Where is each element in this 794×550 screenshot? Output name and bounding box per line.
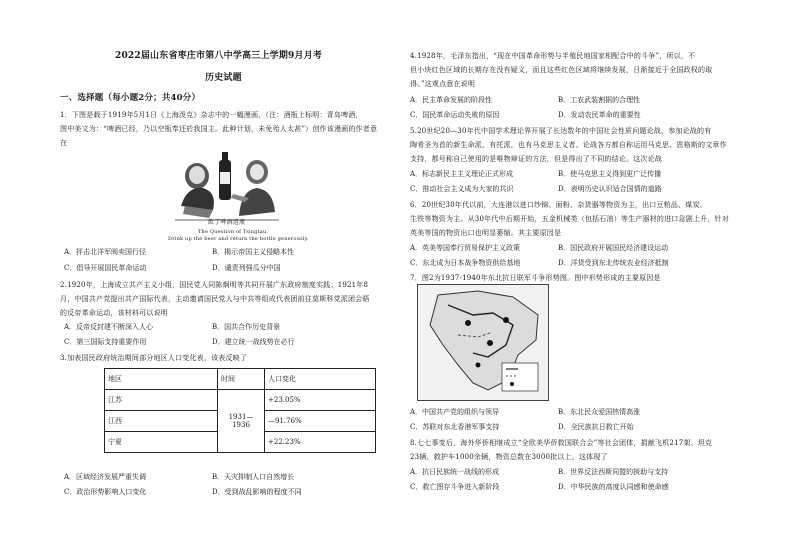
- q2-option-b[interactable]: B．国共合作历史背景: [212, 323, 281, 331]
- q8-option-c[interactable]: C．救亡图存斗争进入新阶段: [410, 483, 500, 491]
- q5-option-d[interactable]: D．表明历史认识适合国情的道路: [558, 185, 662, 193]
- q6-option-b[interactable]: B．国民政府开展国民经济建设运动: [558, 244, 669, 252]
- q6-line-1: 6．20世纪30年代以前，大连港以进口纱锦、面粉、杂货器等物资为主，出口豆粕品、煤炭、: [410, 201, 707, 209]
- q3-option-d[interactable]: D．受到战乱影响的程度不同: [212, 488, 302, 496]
- q1-option-a[interactable]: A．抨击北洋军阀卖国行径: [64, 248, 147, 256]
- q8-line-1: 8.七七事变后，海外华侨相继成立“全欧美华侨救国联合会”等社会团体，捐献飞机217架、坦克: [410, 439, 713, 447]
- q4-option-c[interactable]: C．国民革命运动失败的原因: [410, 111, 500, 119]
- section-heading: 一、选择题（每小题2分；共40分）: [60, 93, 201, 103]
- q7-line: 7．图2为1937-1940年东北抗日联军斗争形势图。图中形势形成的主要原因是: [410, 274, 661, 282]
- right-column: [410, 0, 742, 550]
- q5-option-b[interactable]: B．使马克思主义得到更广泛传播: [558, 170, 662, 178]
- left-column: [60, 0, 388, 550]
- table-cell-region: 宁夏: [105, 432, 218, 453]
- q4-line-3: 得。”这观点意在说明: [410, 80, 476, 88]
- q1-line-2: 图中美文为：“啤酒已经，乃以空瓶奉还於我国主。此种计划，未免殆人太甚”）创作该漫画的作者意: [60, 125, 378, 133]
- q3-option-a[interactable]: A．区域经济发展严重失调: [64, 473, 147, 481]
- q2-line-2: 月，中国共产党提出共产国际代表，主动邀请国民党人与中共等组成代表团前往莫斯科党派团会晤: [60, 295, 370, 303]
- q3-option-b[interactable]: B．天灾抑制人口自然增长: [212, 473, 295, 481]
- q1-line-1: 1．下图是载于1919年5月1日《上海泼克》杂志中的一幅漫画，（注：酒瓶上标明：青岛啤酒，: [60, 111, 363, 119]
- q5-option-a[interactable]: A．标志新民主主义理论正式形成: [410, 170, 514, 178]
- table-row: [105, 390, 376, 411]
- q4-option-d[interactable]: D．发动农民革命的重要性: [558, 111, 641, 119]
- q7-option-d[interactable]: D．全民族抗日救亡开始: [558, 423, 634, 431]
- exam-title: 2022届山东省枣庄市第八中学高三上学期9月月考: [115, 51, 323, 61]
- table-cell-region: 江西: [105, 411, 218, 432]
- q6-option-c[interactable]: C．东北成为日本战争物资供给基地: [410, 259, 521, 267]
- q6-line-3: 英美等国的物资出口也明显萎缩。其主要原因是: [410, 229, 562, 237]
- q4-option-a[interactable]: A．民主革命发展的阶段性: [410, 96, 493, 104]
- q6-option-d[interactable]: D．洋货受到东北传统农业经济抵制: [558, 259, 669, 267]
- q5-line-1: 5.20世纪20—30年代中国学术理论界开展了长达数年的中国社会性质问题论战。参加论战的有: [410, 127, 712, 135]
- q5-line-2: 陶希圣为首的新生命派，有托派，也有马克思主义者。论战各方都自称运用马克思、恩格斯的文章作: [410, 141, 727, 149]
- q1-line-3: 在: [60, 139, 68, 147]
- table-cell-period: 1931—1936: [218, 390, 265, 453]
- northeast-map-image: [417, 284, 549, 401]
- table-cell-change: +22.23%: [265, 432, 376, 453]
- q5-option-c[interactable]: C．推动社会主义成为大家的共识: [410, 185, 514, 193]
- table-header-region: 地区: [105, 369, 218, 390]
- table-cell-change: —91.76%: [265, 411, 376, 432]
- q1-option-c[interactable]: C．倡导开展国民革命运动: [64, 264, 147, 272]
- population-table: [104, 368, 376, 453]
- table-cell-region: 江苏: [105, 390, 218, 411]
- q2-line-3: 的反帝革命运动，该材料可以说明: [60, 309, 168, 317]
- q2-option-d[interactable]: D．建立统一战线势在必行: [212, 338, 295, 346]
- cartoon-caption-en-1: The Question of Tsingtau.: [198, 229, 269, 235]
- q3-line: 3.加表国民政府统治期间部分地区人口变化表，该表反映了: [60, 354, 248, 362]
- exam-subtitle: 历史试题: [205, 73, 242, 83]
- q2-option-c[interactable]: C．第三国际支持重要作用: [64, 338, 147, 346]
- table-header-change: 人口变化: [265, 369, 376, 390]
- q7-option-b[interactable]: B．东北民众爱国热情高涨: [558, 408, 641, 416]
- q3-option-c[interactable]: C．政治形势影响人口变化: [64, 488, 147, 496]
- q7-option-a[interactable]: A．中国共产党的组织与领导: [410, 408, 500, 416]
- q8-option-d[interactable]: D．中华民族的高度认同感和使命感: [558, 483, 669, 491]
- cartoon-caption-en-2: Drink up the beer and return the bottle generously.: [168, 236, 309, 242]
- table-cell-change: +23.05%: [265, 390, 376, 411]
- q1-option-d[interactable]: D．谴责列强瓜分中国: [212, 264, 281, 272]
- q8-line-2: 23辆、救护车1000余辆，物资总数在3000批以上。这体现了: [410, 453, 608, 461]
- q4-line-1: 4.1928年，毛泽东指出，“现在中国革命形势与半殖民地国家相配合中的斗争”，所以，不: [410, 52, 696, 60]
- q1-option-b[interactable]: B．揭示帝国主义侵略本性: [212, 248, 295, 256]
- q2-option-a[interactable]: A．反帝反封建不断深入人心: [64, 323, 154, 331]
- q8-option-b[interactable]: B．世界反法西斯同盟的援助与支持: [558, 468, 669, 476]
- q5-line-3: 支持，都号称自己使用的是唯物辩证的方法，但是得出了不同的结论。这次论战: [410, 155, 662, 163]
- table-header-time: 时间: [218, 369, 265, 390]
- q7-option-c[interactable]: C．苏联对东北香港军事支持: [410, 423, 500, 431]
- q4-option-b[interactable]: B．工农武装割据的合理性: [558, 96, 641, 104]
- q8-option-a[interactable]: A．抗日民族统一战线的形成: [410, 468, 500, 476]
- q4-line-2: 但小块红色区域的长期存在没有疑义，而且这些红色区域将继续发展，日渐接近于全国政权的取: [410, 66, 713, 74]
- q6-option-a[interactable]: A．英美等国奉行贸易保护主义政策: [410, 244, 521, 252]
- q6-line-2: 生铁等物资为主。从30年代中后期开始，五金机械类（包括石油）等生产器材的进口急剧上升，针对: [410, 215, 729, 223]
- cartoon-caption-cn: 飲了啤酒返瓶: [208, 219, 246, 226]
- q2-line-1: 2.1920年，上海成立共产主义小组，国民党人同陈炯明等共同开展广东政府制度实践；1921年8: [60, 281, 369, 289]
